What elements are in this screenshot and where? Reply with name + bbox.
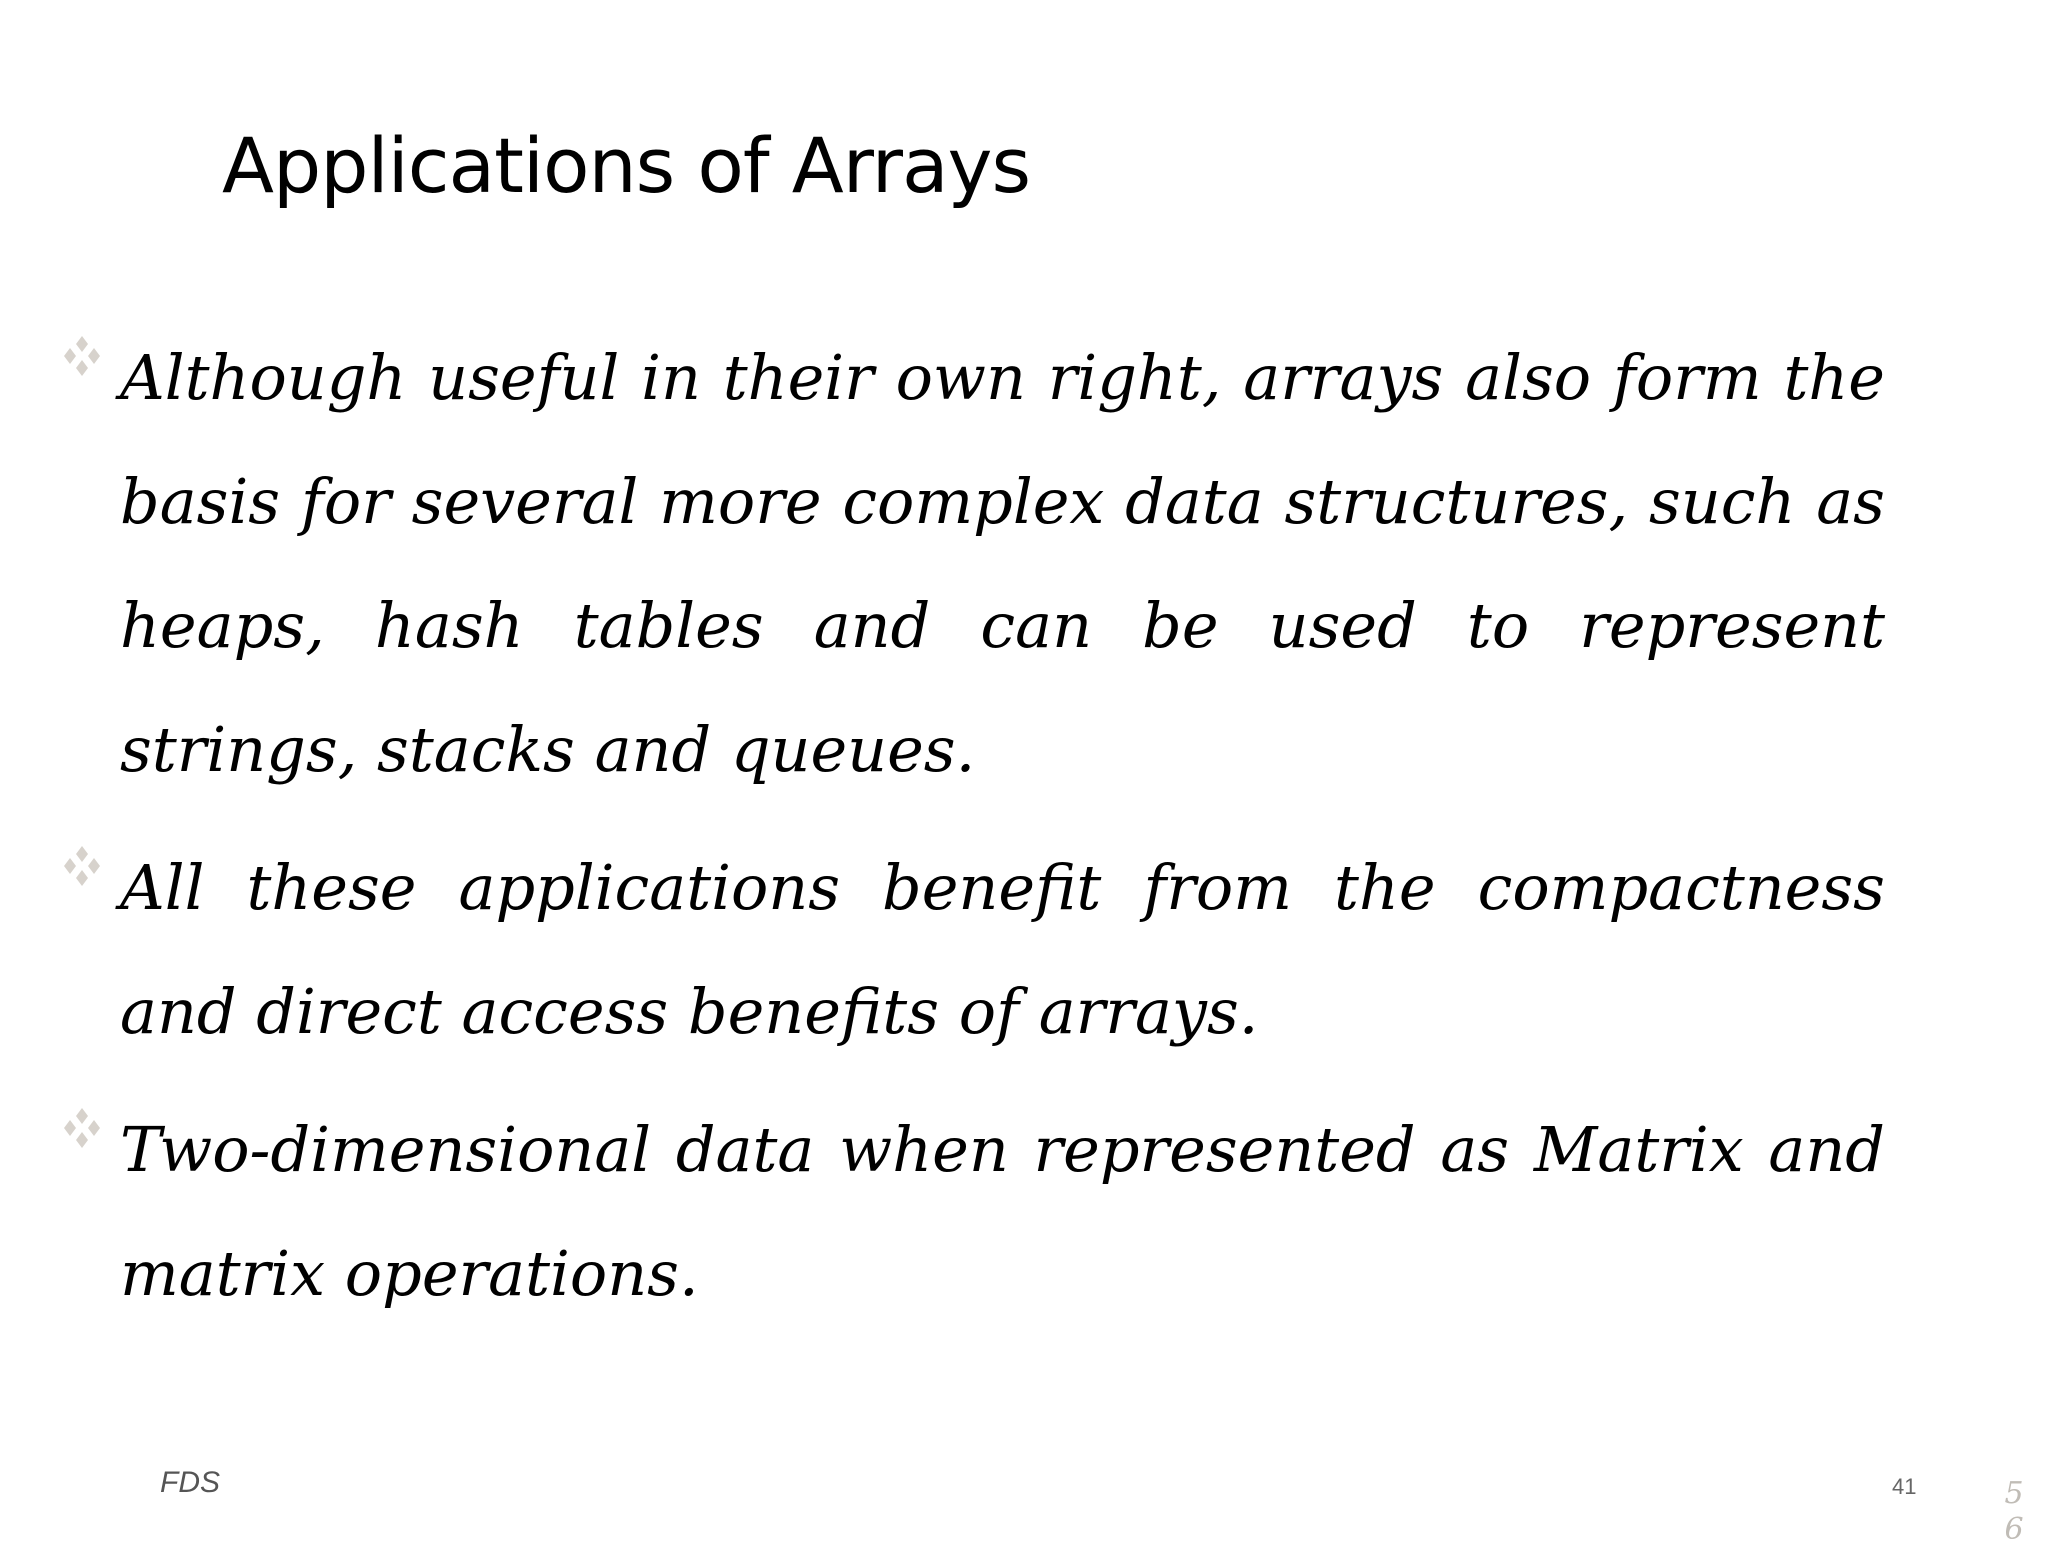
bullet-item <box>60 316 1885 812</box>
slide-title: Applications of Arrays <box>222 121 1031 210</box>
bullet-text: Two-dimensional data when represented as Matrix and matrix operations. <box>120 1113 1885 1310</box>
bullet-item <box>60 1088 1885 1336</box>
corner-slide-number: 5 6 <box>2004 1476 2024 1547</box>
bullet-text: All these applications benefit from the compactness and direct access benefits of arrays. <box>120 851 1885 1048</box>
footer-label: FDS <box>160 1466 220 1499</box>
four-diamond-bullet-icon <box>60 1106 104 1150</box>
page-number: 41 <box>1892 1474 1917 1499</box>
bullet-text: Although useful in their own right, arrays also form the basis for several more complex data structures, such as heaps, hash tables and can be used to represent strings, stacks and queues. <box>120 341 1885 786</box>
bullet-item <box>60 826 1885 1074</box>
four-diamond-bullet-icon <box>60 334 104 378</box>
bullet-list <box>60 316 1885 1336</box>
four-diamond-bullet-icon <box>60 844 104 888</box>
